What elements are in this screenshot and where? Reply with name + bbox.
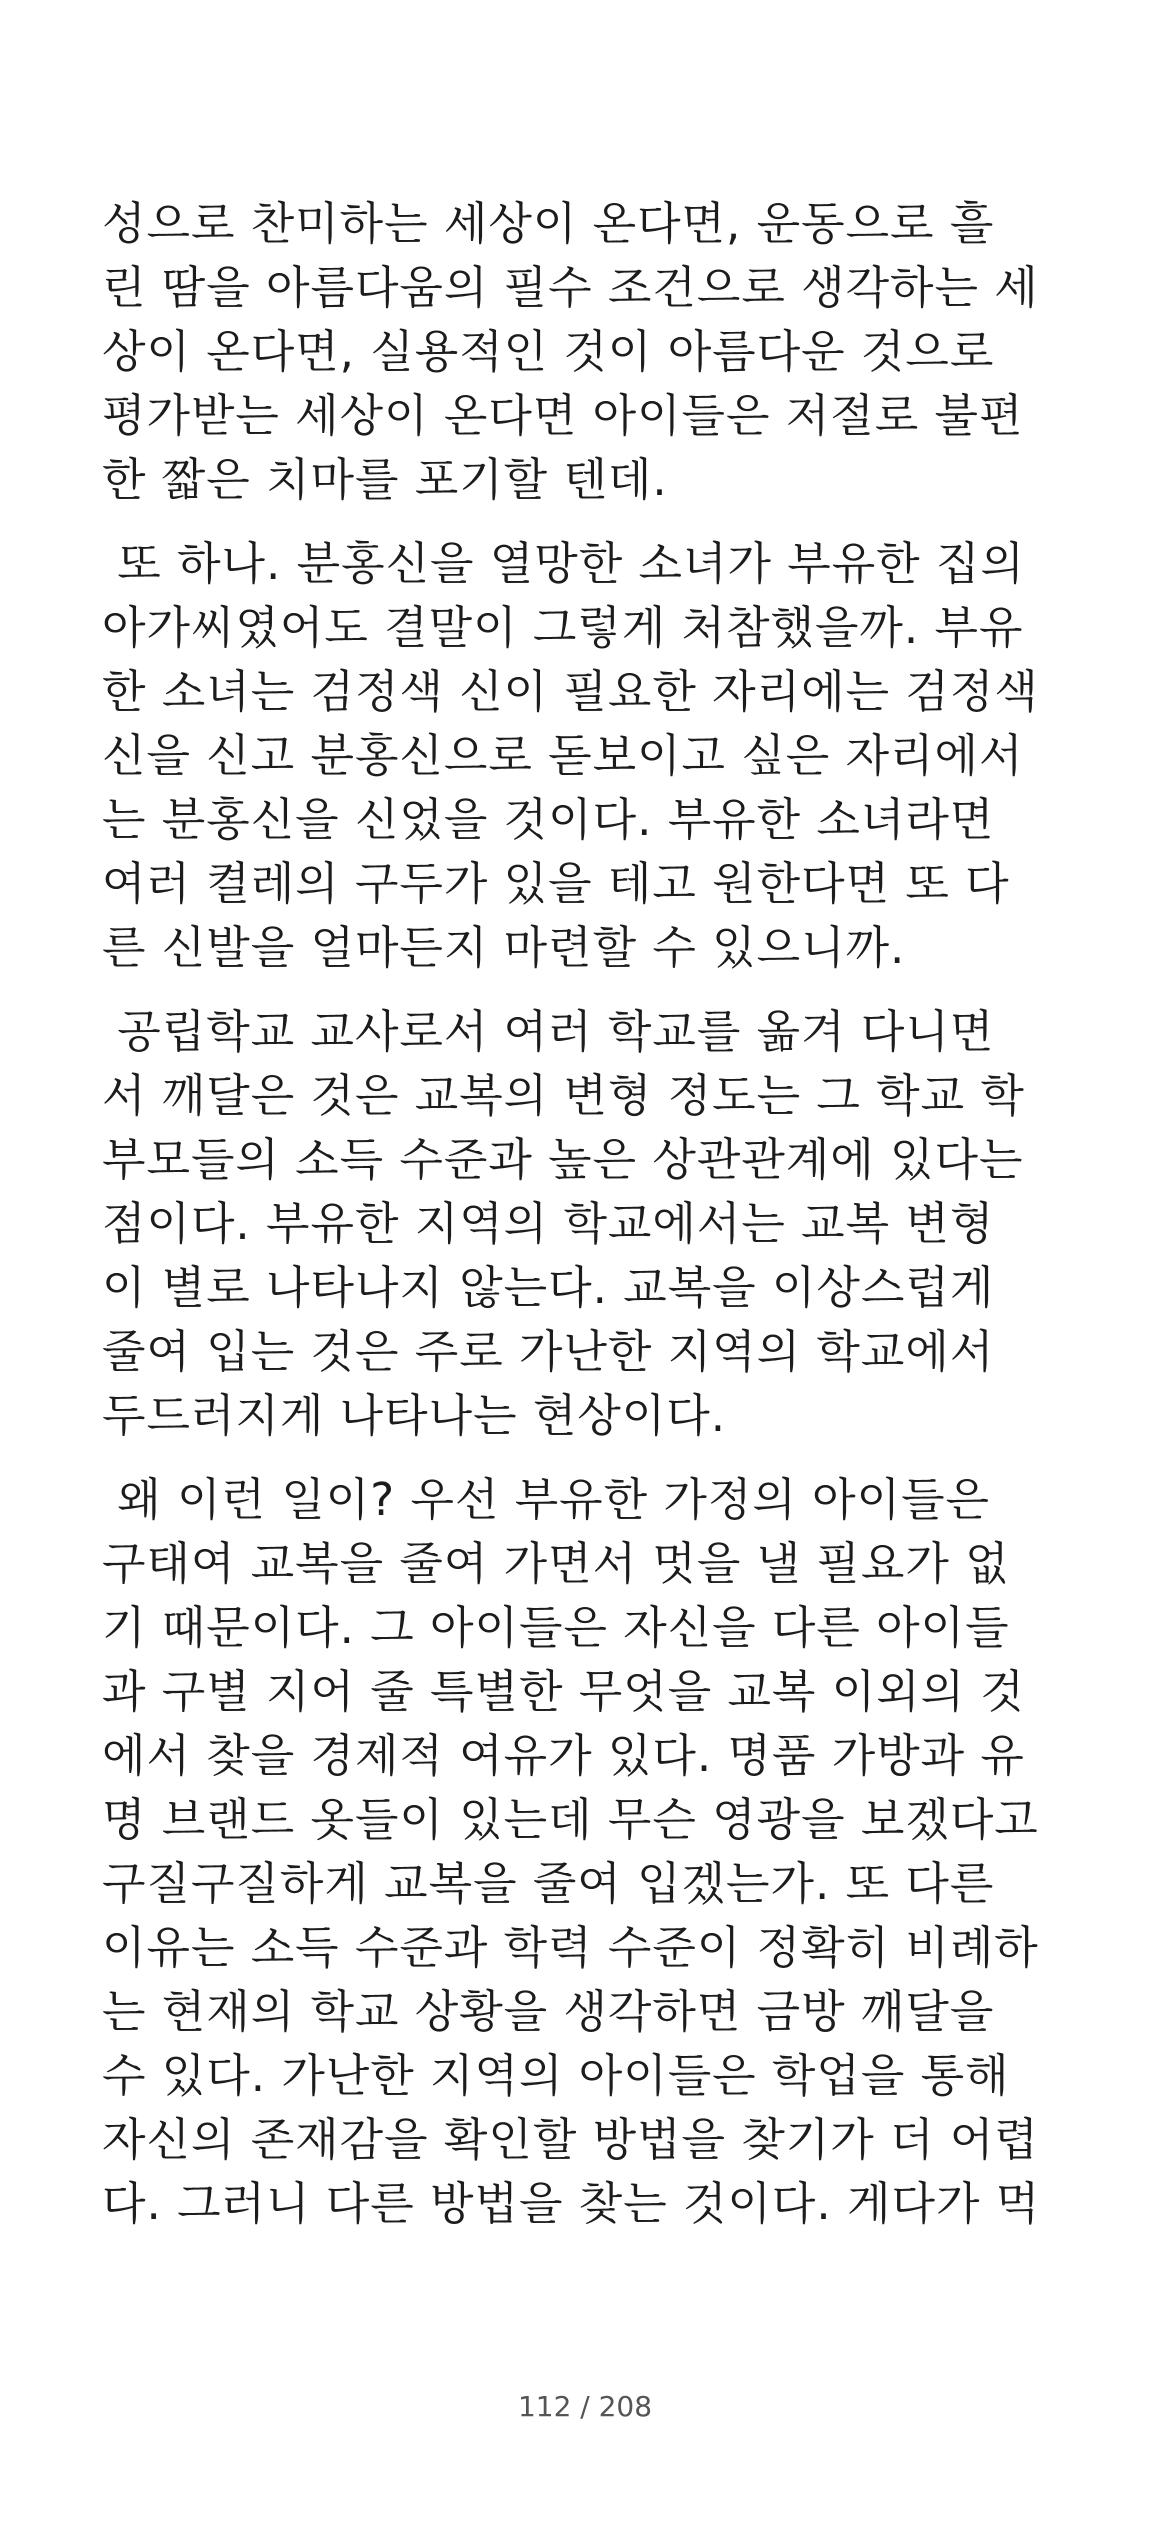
text-line: 줄여 입는 것은 주로 가난한 지역의 학교에서 [102,1325,995,1378]
paragraph-2 [102,532,1082,980]
text-line: 점이다. 부유한 지역의 학교에서는 교복 변형 [102,1197,995,1250]
text-line: 린 땀을 아름다움의 필수 조건으로 생각하는 세 [102,261,1039,314]
text-line: 과 구별 지어 줄 특별한 무엇을 교복 이외의 것 [102,1665,1025,1718]
paragraph-4 [102,1468,1082,2236]
text-line: 는 분홍신을 신었을 것이다. 부유한 소녀라면 [102,793,995,846]
text-line: 부모들의 소득 수준과 높은 상관관계에 있다는 [102,1133,1024,1186]
text-line: 명 브랜드 옷들이 있는데 무슨 영광을 보겠다고 [102,1793,1039,1846]
text-line: 자신의 존재감을 확인할 방법을 찾기가 더 어렵 [102,2113,1039,2166]
text-line: 에서 찾을 경제적 여유가 있다. 명품 가방과 유 [102,1729,1025,1782]
text-line: 여러 켤레의 구두가 있을 테고 원한다면 또 다 [102,857,1010,910]
text-line: 신을 신고 분홍신으로 돋보이고 싶은 자리에서 [102,729,1024,782]
text-line: 른 신발을 얼마든지 마련할 수 있으니까. [102,921,906,974]
text-line: 성으로 찬미하는 세상이 온다면, 운동으로 흘 [102,197,995,250]
text-line: 서 깨달은 것은 교복의 변형 정도는 그 학교 학 [102,1069,1025,1122]
text-line: 기 때문이다. 그 아이들은 자신을 다른 아이들 [102,1601,1010,1654]
text-line: 공립학교 교사로서 여러 학교를 옮겨 다니면 [102,1005,995,1058]
text-line: 왜 이런 일이? 우선 부유한 가정의 아이들은 [102,1473,991,1526]
text-line: 구태여 교복을 줄여 가면서 멋을 낼 필요가 없 [102,1537,1010,1590]
text-line: 아가씨였어도 결말이 그렇게 처참했을까. 부유 [102,601,1024,654]
text-line: 다. 그러니 다른 방법을 찾는 것이다. 게다가 먹 [102,2177,1041,2230]
page-text-body [102,192,1082,2256]
text-line: 평가받는 세상이 온다면 아이들은 저절로 불편 [102,389,1024,442]
text-line: 수 있다. 가난한 지역의 아이들은 학업을 통해 [102,2049,1010,2102]
text-line: 이 별로 나타나지 않는다. 교복을 이상스럽게 [102,1261,995,1314]
text-line: 한 짧은 치마를 포기할 텐데. [102,453,668,506]
page-number-indicator: 112 / 208 [517,2390,653,2423]
text-line: 는 현재의 학교 상황을 생각하면 금방 깨달을 [102,1985,995,2038]
text-line: 이유는 소득 수준과 학력 수준이 정확히 비례하 [102,1921,1039,1974]
text-line: 구질구질하게 교복을 줄여 입겠는가. 또 다른 [102,1857,995,1910]
paragraph-3 [102,1000,1082,1448]
text-line: 상이 온다면, 실용적인 것이 아름다운 것으로 [102,325,995,378]
text-line: 한 소녀는 검정색 신이 필요한 자리에는 검정색 [102,665,1039,718]
text-line: 또 하나. 분홍신을 열망한 소녀가 부유한 집의 [102,537,1025,590]
paragraph-1 [102,192,1082,512]
text-line: 두드러지게 나타나는 현상이다. [102,1389,727,1442]
